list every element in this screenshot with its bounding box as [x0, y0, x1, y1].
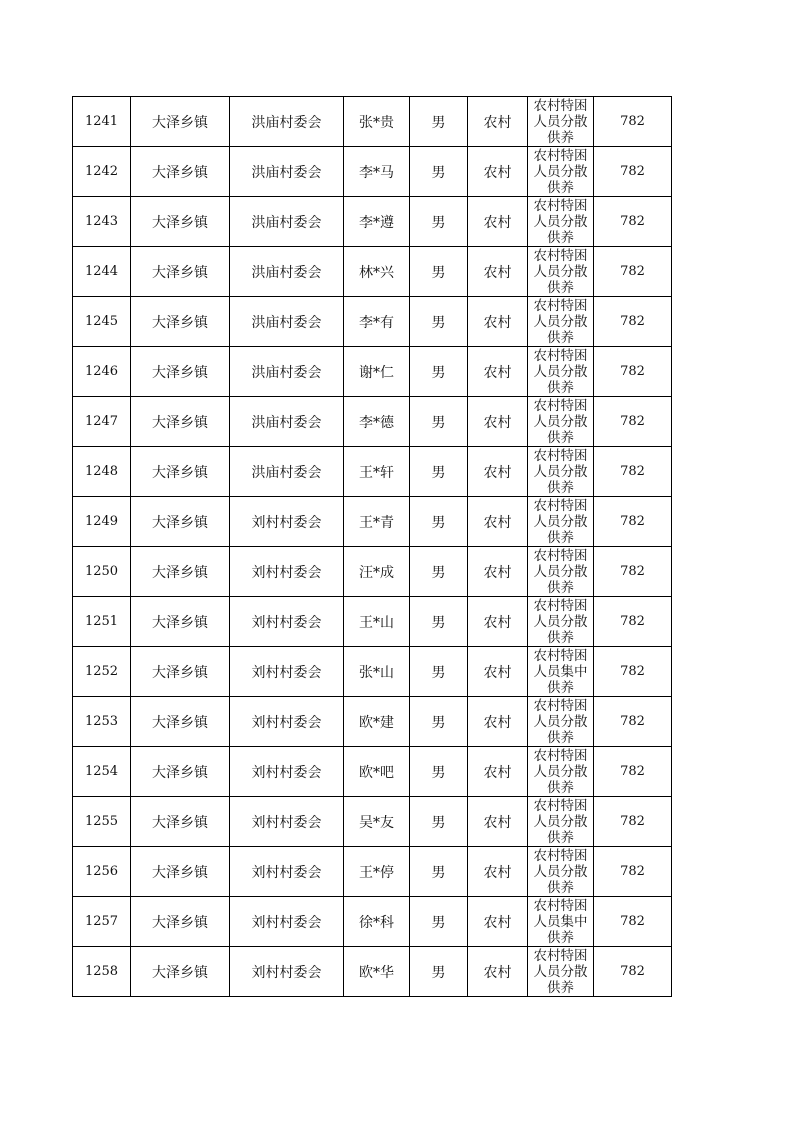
table-row — [73, 847, 672, 897]
area-type-cell: 农村 — [468, 847, 528, 897]
township-cell: 大泽乡镇 — [131, 247, 230, 297]
gender-cell: 男 — [410, 697, 468, 747]
village-committee-cell: 洪庙村委会 — [230, 247, 344, 297]
relief-roster-sheet — [72, 96, 672, 997]
village-committee-cell: 刘村村委会 — [230, 847, 344, 897]
serial-number-cell: 1253 — [73, 697, 131, 747]
amount-cell: 782 — [594, 597, 672, 647]
support-type-text: 农村特困人员分散供养 — [533, 798, 588, 845]
support-type-cell — [528, 747, 594, 797]
gender-cell: 男 — [410, 747, 468, 797]
village-committee-cell: 刘村村委会 — [230, 697, 344, 747]
gender-cell: 男 — [410, 947, 468, 997]
area-type-cell: 农村 — [468, 97, 528, 147]
amount-cell: 782 — [594, 347, 672, 397]
person-name-cell: 张*贵 — [344, 97, 410, 147]
gender-cell: 男 — [410, 797, 468, 847]
person-name-cell: 李*马 — [344, 147, 410, 197]
relief-roster-table — [72, 96, 672, 997]
township-cell: 大泽乡镇 — [131, 347, 230, 397]
village-committee-cell: 刘村村委会 — [230, 947, 344, 997]
area-type-cell: 农村 — [468, 447, 528, 497]
gender-cell: 男 — [410, 297, 468, 347]
gender-cell: 男 — [410, 497, 468, 547]
gender-cell: 男 — [410, 397, 468, 447]
township-cell: 大泽乡镇 — [131, 197, 230, 247]
support-type-text: 农村特困人员分散供养 — [533, 248, 588, 295]
area-type-cell: 农村 — [468, 147, 528, 197]
support-type-text: 农村特困人员分散供养 — [533, 848, 588, 895]
township-cell: 大泽乡镇 — [131, 897, 230, 947]
support-type-cell — [528, 397, 594, 447]
amount-cell: 782 — [594, 697, 672, 747]
village-committee-cell: 刘村村委会 — [230, 647, 344, 697]
person-name-cell: 汪*成 — [344, 547, 410, 597]
support-type-cell — [528, 447, 594, 497]
support-type-text: 农村特困人员分散供养 — [533, 698, 588, 745]
table-row — [73, 947, 672, 997]
support-type-cell — [528, 347, 594, 397]
table-row — [73, 197, 672, 247]
township-cell: 大泽乡镇 — [131, 397, 230, 447]
serial-number-cell: 1244 — [73, 247, 131, 297]
village-committee-cell: 洪庙村委会 — [230, 197, 344, 247]
amount-cell: 782 — [594, 647, 672, 697]
village-committee-cell: 洪庙村委会 — [230, 347, 344, 397]
person-name-cell: 欧*吧 — [344, 747, 410, 797]
village-committee-cell: 刘村村委会 — [230, 797, 344, 847]
amount-cell: 782 — [594, 847, 672, 897]
township-cell: 大泽乡镇 — [131, 97, 230, 147]
support-type-text: 农村特困人员分散供养 — [533, 398, 588, 445]
gender-cell: 男 — [410, 347, 468, 397]
support-type-cell — [528, 647, 594, 697]
township-cell: 大泽乡镇 — [131, 947, 230, 997]
serial-number-cell: 1249 — [73, 497, 131, 547]
table-row — [73, 747, 672, 797]
person-name-cell: 李*德 — [344, 397, 410, 447]
table-row — [73, 297, 672, 347]
support-type-cell — [528, 97, 594, 147]
gender-cell: 男 — [410, 847, 468, 897]
area-type-cell: 农村 — [468, 897, 528, 947]
gender-cell: 男 — [410, 897, 468, 947]
person-name-cell: 谢*仁 — [344, 347, 410, 397]
serial-number-cell: 1250 — [73, 547, 131, 597]
gender-cell: 男 — [410, 147, 468, 197]
amount-cell: 782 — [594, 197, 672, 247]
support-type-cell — [528, 297, 594, 347]
support-type-cell — [528, 497, 594, 547]
table-row — [73, 797, 672, 847]
person-name-cell: 欧*华 — [344, 947, 410, 997]
amount-cell: 782 — [594, 397, 672, 447]
serial-number-cell: 1246 — [73, 347, 131, 397]
gender-cell: 男 — [410, 97, 468, 147]
support-type-cell — [528, 547, 594, 597]
person-name-cell: 张*山 — [344, 647, 410, 697]
area-type-cell: 农村 — [468, 347, 528, 397]
person-name-cell: 欧*建 — [344, 697, 410, 747]
area-type-cell: 农村 — [468, 697, 528, 747]
village-committee-cell: 刘村村委会 — [230, 747, 344, 797]
support-type-text: 农村特困人员分散供养 — [533, 498, 588, 545]
serial-number-cell: 1245 — [73, 297, 131, 347]
support-type-text: 农村特困人员分散供养 — [533, 548, 588, 595]
township-cell: 大泽乡镇 — [131, 647, 230, 697]
village-committee-cell: 洪庙村委会 — [230, 97, 344, 147]
serial-number-cell: 1254 — [73, 747, 131, 797]
township-cell: 大泽乡镇 — [131, 497, 230, 547]
person-name-cell: 王*青 — [344, 497, 410, 547]
area-type-cell: 农村 — [468, 397, 528, 447]
township-cell: 大泽乡镇 — [131, 747, 230, 797]
gender-cell: 男 — [410, 447, 468, 497]
table-row — [73, 247, 672, 297]
area-type-cell: 农村 — [468, 197, 528, 247]
area-type-cell: 农村 — [468, 547, 528, 597]
village-committee-cell: 洪庙村委会 — [230, 397, 344, 447]
table-row — [73, 897, 672, 947]
township-cell: 大泽乡镇 — [131, 797, 230, 847]
serial-number-cell: 1255 — [73, 797, 131, 847]
village-committee-cell: 刘村村委会 — [230, 897, 344, 947]
person-name-cell: 王*山 — [344, 597, 410, 647]
amount-cell: 782 — [594, 797, 672, 847]
support-type-cell — [528, 247, 594, 297]
serial-number-cell: 1248 — [73, 447, 131, 497]
support-type-text: 农村特困人员分散供养 — [533, 148, 588, 195]
township-cell: 大泽乡镇 — [131, 447, 230, 497]
support-type-cell — [528, 147, 594, 197]
serial-number-cell: 1256 — [73, 847, 131, 897]
support-type-text: 农村特困人员分散供养 — [533, 198, 588, 245]
serial-number-cell: 1252 — [73, 647, 131, 697]
serial-number-cell: 1242 — [73, 147, 131, 197]
table-row — [73, 447, 672, 497]
serial-number-cell: 1258 — [73, 947, 131, 997]
amount-cell: 782 — [594, 497, 672, 547]
support-type-cell — [528, 197, 594, 247]
area-type-cell: 农村 — [468, 797, 528, 847]
gender-cell: 男 — [410, 197, 468, 247]
area-type-cell: 农村 — [468, 647, 528, 697]
person-name-cell: 王*轩 — [344, 447, 410, 497]
amount-cell: 782 — [594, 297, 672, 347]
table-row — [73, 597, 672, 647]
support-type-text: 农村特困人员分散供养 — [533, 448, 588, 495]
area-type-cell: 农村 — [468, 747, 528, 797]
township-cell: 大泽乡镇 — [131, 697, 230, 747]
support-type-text: 农村特困人员分散供养 — [533, 348, 588, 395]
township-cell: 大泽乡镇 — [131, 147, 230, 197]
table-row — [73, 397, 672, 447]
support-type-cell — [528, 947, 594, 997]
amount-cell: 782 — [594, 247, 672, 297]
support-type-text: 农村特困人员集中供养 — [533, 648, 588, 695]
table-row — [73, 547, 672, 597]
gender-cell: 男 — [410, 597, 468, 647]
person-name-cell: 徐*科 — [344, 897, 410, 947]
gender-cell: 男 — [410, 547, 468, 597]
table-row — [73, 497, 672, 547]
area-type-cell: 农村 — [468, 247, 528, 297]
amount-cell: 782 — [594, 547, 672, 597]
person-name-cell: 李*有 — [344, 297, 410, 347]
amount-cell: 782 — [594, 147, 672, 197]
table-body — [73, 97, 672, 997]
area-type-cell: 农村 — [468, 297, 528, 347]
support-type-cell — [528, 847, 594, 897]
village-committee-cell: 刘村村委会 — [230, 497, 344, 547]
township-cell: 大泽乡镇 — [131, 597, 230, 647]
support-type-cell — [528, 897, 594, 947]
support-type-cell — [528, 697, 594, 747]
support-type-text: 农村特困人员集中供养 — [533, 898, 588, 945]
serial-number-cell: 1241 — [73, 97, 131, 147]
person-name-cell: 王*停 — [344, 847, 410, 897]
amount-cell: 782 — [594, 97, 672, 147]
amount-cell: 782 — [594, 447, 672, 497]
village-committee-cell: 洪庙村委会 — [230, 447, 344, 497]
table-row — [73, 97, 672, 147]
person-name-cell: 林*兴 — [344, 247, 410, 297]
serial-number-cell: 1243 — [73, 197, 131, 247]
area-type-cell: 农村 — [468, 597, 528, 647]
gender-cell: 男 — [410, 647, 468, 697]
support-type-text: 农村特困人员分散供养 — [533, 748, 588, 795]
serial-number-cell: 1257 — [73, 897, 131, 947]
amount-cell: 782 — [594, 747, 672, 797]
area-type-cell: 农村 — [468, 947, 528, 997]
table-row — [73, 647, 672, 697]
township-cell: 大泽乡镇 — [131, 547, 230, 597]
serial-number-cell: 1251 — [73, 597, 131, 647]
amount-cell: 782 — [594, 897, 672, 947]
village-committee-cell: 刘村村委会 — [230, 547, 344, 597]
support-type-text: 农村特困人员分散供养 — [533, 948, 588, 995]
township-cell: 大泽乡镇 — [131, 297, 230, 347]
person-name-cell: 李*遵 — [344, 197, 410, 247]
table-row — [73, 697, 672, 747]
support-type-text: 农村特困人员分散供养 — [533, 598, 588, 645]
support-type-cell — [528, 597, 594, 647]
village-committee-cell: 刘村村委会 — [230, 597, 344, 647]
village-committee-cell: 洪庙村委会 — [230, 297, 344, 347]
serial-number-cell: 1247 — [73, 397, 131, 447]
township-cell: 大泽乡镇 — [131, 847, 230, 897]
area-type-cell: 农村 — [468, 497, 528, 547]
gender-cell: 男 — [410, 247, 468, 297]
support-type-text: 农村特困人员分散供养 — [533, 98, 588, 145]
village-committee-cell: 洪庙村委会 — [230, 147, 344, 197]
support-type-text: 农村特困人员分散供养 — [533, 298, 588, 345]
support-type-cell — [528, 797, 594, 847]
table-row — [73, 347, 672, 397]
person-name-cell: 吴*友 — [344, 797, 410, 847]
table-row — [73, 147, 672, 197]
amount-cell: 782 — [594, 947, 672, 997]
